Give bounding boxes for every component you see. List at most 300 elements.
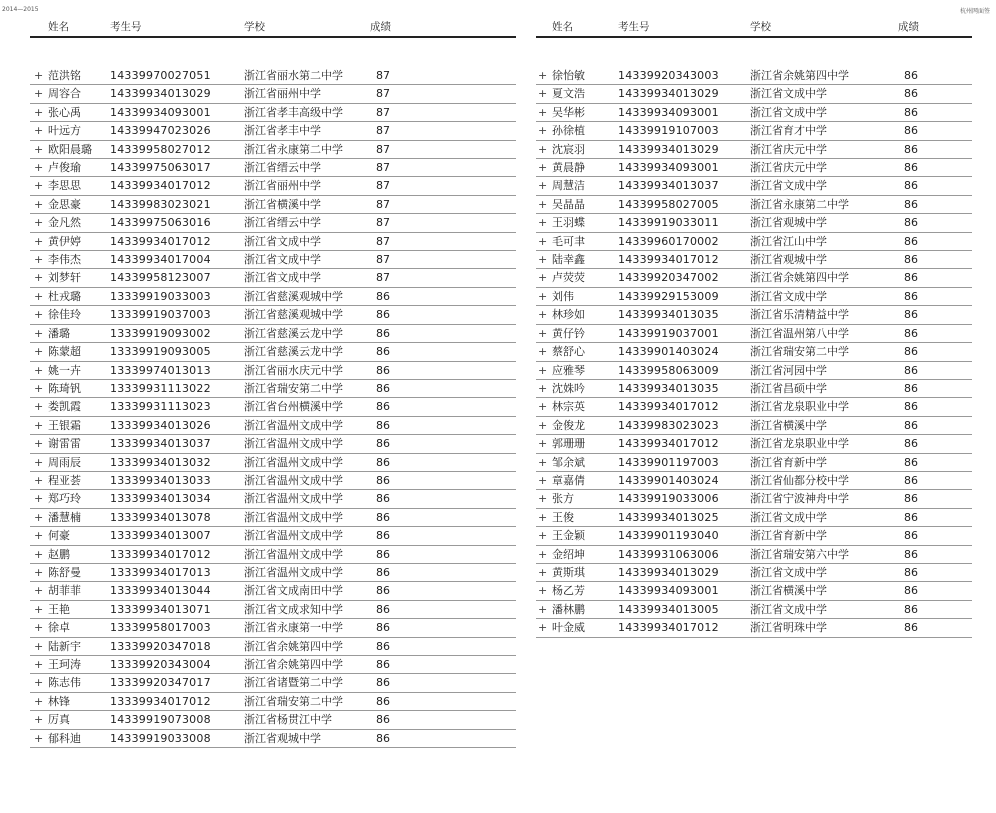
expand-plus-icon[interactable]: + [34, 326, 44, 340]
student-name: 邹余斌 [552, 455, 585, 469]
school-name: 浙江省横溪中学 [750, 584, 827, 598]
student-name: 吴华彬 [552, 105, 585, 119]
school-name: 浙江省文成中学 [750, 289, 827, 303]
school-name: 浙江省文成中学 [750, 105, 827, 119]
school-name: 浙江省文成中学 [750, 179, 827, 193]
student-name: 郭珊珊 [552, 437, 585, 451]
student-name: 刘梦轩 [48, 271, 81, 285]
school-name: 浙江省孝丰高级中学 [244, 105, 343, 119]
school-name: 浙江省永康第二中学 [244, 142, 343, 156]
school-name: 浙江省文成中学 [750, 602, 827, 616]
expand-plus-icon[interactable]: + [538, 326, 548, 340]
table-row [30, 601, 516, 619]
student-name: 陈舒曼 [48, 565, 81, 579]
student-name: 叶金威 [552, 621, 585, 635]
school-name: 浙江省温州文成中学 [244, 529, 343, 543]
exam-number: 14339970027051 [110, 69, 211, 82]
table-row [536, 251, 972, 269]
school-name: 浙江省丽水庆元中学 [244, 363, 343, 377]
score-value: 86 [904, 492, 918, 506]
school-name: 浙江省龙泉职业中学 [750, 400, 849, 414]
student-name: 叶远方 [48, 124, 81, 138]
expand-plus-icon[interactable]: + [34, 69, 44, 82]
table-row [30, 306, 516, 324]
school-name: 浙江省余姚第四中学 [244, 639, 343, 653]
school-name: 浙江省温州文成中学 [244, 437, 343, 451]
exam-number: 14339934093001 [110, 105, 211, 119]
expand-plus-icon[interactable]: + [538, 363, 548, 377]
table-row [536, 325, 972, 343]
score-value: 87 [376, 69, 390, 82]
exam-number: 14339929153009 [618, 289, 719, 303]
score-value: 87 [376, 216, 390, 230]
school-name: 浙江省缙云中学 [244, 216, 321, 230]
column-header-name: 姓名 [552, 21, 573, 33]
score-value: 86 [376, 694, 390, 708]
school-name: 浙江省瑞安第二中学 [244, 381, 343, 395]
right-table-body [536, 67, 972, 638]
school-name: 浙江省余姚第四中学 [750, 69, 849, 82]
table-row [30, 490, 516, 508]
student-name: 张方 [552, 492, 574, 506]
exam-number: 14339934017012 [618, 437, 719, 451]
exam-number: 13339920343004 [110, 658, 211, 671]
school-name: 浙江省观城中学 [750, 253, 827, 267]
score-value: 86 [904, 621, 918, 635]
expand-plus-icon[interactable]: + [538, 289, 548, 303]
table-row [30, 196, 516, 214]
exam-number: 13339934013026 [110, 418, 211, 432]
exam-number: 14339934013005 [618, 602, 719, 616]
expand-plus-icon[interactable]: + [538, 253, 548, 267]
score-value: 86 [376, 308, 390, 322]
table-row [536, 582, 972, 600]
column-header-school: 学校 [244, 21, 265, 33]
table-row [536, 177, 972, 195]
expand-plus-icon[interactable]: + [538, 87, 548, 101]
exam-number: 13339934017013 [110, 565, 211, 579]
school-name: 浙江省龙泉职业中学 [750, 437, 849, 451]
score-value: 87 [376, 105, 390, 119]
exam-number: 14339934013029 [618, 142, 719, 156]
exam-number: 14339931063006 [618, 547, 719, 561]
table-row [536, 288, 972, 306]
score-value: 87 [376, 161, 390, 175]
student-name: 潘慧楠 [48, 510, 81, 524]
expand-plus-icon[interactable]: + [34, 565, 44, 579]
table-row [30, 730, 516, 748]
right-table [536, 18, 972, 638]
school-name: 浙江省庆元中学 [750, 161, 827, 175]
school-name: 浙江省育新中学 [750, 455, 827, 469]
exam-number: 14339947023026 [110, 124, 211, 138]
exam-number: 13339934013044 [110, 584, 211, 598]
exam-number: 14339934013035 [618, 308, 719, 322]
exam-number: 14339958027005 [618, 197, 719, 211]
table-row [30, 509, 516, 527]
student-name: 李伟杰 [48, 253, 81, 267]
expand-plus-icon[interactable]: + [34, 253, 44, 267]
exam-number: 14339919033011 [618, 216, 719, 230]
exam-number: 14339901197003 [618, 455, 719, 469]
exam-number: 13339934013071 [110, 602, 211, 616]
expand-plus-icon[interactable]: + [538, 197, 548, 211]
school-name: 浙江省慈溪云龙中学 [244, 326, 343, 340]
expand-plus-icon[interactable]: + [34, 234, 44, 248]
exam-number: 14339934013037 [618, 179, 719, 193]
school-name: 浙江省永康第二中学 [750, 197, 849, 211]
table-row [30, 564, 516, 582]
exam-number: 13339934013007 [110, 529, 211, 543]
exam-number: 14339919073008 [110, 713, 211, 727]
year-label: 2014—2015 [2, 6, 39, 13]
expand-plus-icon[interactable]: + [34, 473, 44, 487]
expand-plus-icon[interactable]: + [34, 437, 44, 451]
exam-number: 14339901193040 [618, 529, 719, 543]
student-name: 周容合 [48, 87, 81, 101]
expand-plus-icon[interactable]: + [34, 694, 44, 708]
table-row [30, 656, 516, 674]
expand-plus-icon[interactable]: + [538, 161, 548, 175]
student-name: 夏文浩 [552, 87, 585, 101]
score-value: 86 [904, 87, 918, 101]
exam-number: 14339934013035 [618, 381, 719, 395]
score-value: 86 [376, 676, 390, 690]
table-row [536, 527, 972, 545]
school-name: 浙江省横溪中学 [244, 197, 321, 211]
expand-plus-icon[interactable]: + [34, 216, 44, 230]
column-header-id: 考生号 [110, 21, 142, 33]
expand-plus-icon[interactable]: + [34, 658, 44, 671]
exam-number: 14339934017012 [110, 179, 211, 193]
score-value: 86 [904, 529, 918, 543]
expand-plus-icon[interactable]: + [34, 510, 44, 524]
table-row [536, 306, 972, 324]
student-name: 金凡然 [48, 216, 81, 230]
expand-plus-icon[interactable]: + [34, 345, 44, 359]
student-name: 张心禹 [48, 105, 81, 119]
table-row [30, 435, 516, 453]
expand-plus-icon[interactable]: + [34, 179, 44, 193]
student-name: 孙徐植 [552, 124, 585, 138]
expand-plus-icon[interactable]: + [34, 602, 44, 616]
score-value: 87 [376, 197, 390, 211]
student-name: 吴晶晶 [552, 197, 585, 211]
student-name: 胡菲菲 [48, 584, 81, 598]
score-value: 86 [376, 363, 390, 377]
student-name: 郁科迪 [48, 731, 81, 745]
student-name: 黄伊婷 [48, 234, 81, 248]
student-name: 谢雷雷 [48, 437, 81, 451]
student-name: 林珍如 [552, 308, 585, 322]
school-name: 浙江省江山中学 [750, 234, 827, 248]
expand-plus-icon[interactable]: + [34, 124, 44, 138]
expand-plus-icon[interactable]: + [538, 547, 548, 561]
table-row [30, 582, 516, 600]
expand-plus-icon[interactable]: + [538, 584, 548, 598]
exam-number: 14339934013025 [618, 510, 719, 524]
expand-plus-icon[interactable]: + [538, 602, 548, 616]
expand-plus-icon[interactable]: + [538, 69, 548, 82]
score-value: 86 [376, 529, 390, 543]
score-value: 86 [376, 381, 390, 395]
expand-plus-icon[interactable]: + [538, 345, 548, 359]
score-value: 86 [904, 565, 918, 579]
table-row [536, 269, 972, 287]
score-value: 86 [376, 289, 390, 303]
student-name: 郑巧玲 [48, 492, 81, 506]
student-name: 林锋 [48, 694, 70, 708]
expand-plus-icon[interactable]: + [34, 584, 44, 598]
school-name: 浙江省庆元中学 [750, 142, 827, 156]
score-value: 86 [904, 418, 918, 432]
table-row [30, 159, 516, 177]
table-row [536, 472, 972, 490]
school-name: 浙江省文成中学 [750, 510, 827, 524]
student-name: 陈琦钒 [48, 381, 81, 395]
school-name: 浙江省乐清精益中学 [750, 308, 849, 322]
expand-plus-icon[interactable]: + [34, 400, 44, 414]
expand-plus-icon[interactable]: + [538, 216, 548, 230]
expand-plus-icon[interactable]: + [34, 639, 44, 653]
expand-plus-icon[interactable]: + [34, 713, 44, 727]
school-name: 浙江省瑞安第六中学 [750, 547, 849, 561]
score-value: 86 [376, 565, 390, 579]
table-row [30, 693, 516, 711]
score-value: 86 [376, 473, 390, 487]
exam-number: 13339934013033 [110, 473, 211, 487]
table-row [30, 343, 516, 361]
school-name: 浙江省昌硕中学 [750, 381, 827, 395]
table-row [536, 233, 972, 251]
student-name: 潘璐 [48, 326, 70, 340]
table-row [30, 527, 516, 545]
expand-plus-icon[interactable]: + [538, 529, 548, 543]
student-name: 刘伟 [552, 289, 574, 303]
school-name: 浙江省育新中学 [750, 529, 827, 543]
score-value: 86 [376, 584, 390, 598]
expand-plus-icon[interactable]: + [34, 105, 44, 119]
student-name: 厉真 [48, 713, 70, 727]
table-row [30, 398, 516, 416]
exam-number: 14339919033008 [110, 731, 211, 745]
exam-number: 13339931113022 [110, 381, 211, 395]
score-value: 87 [376, 87, 390, 101]
school-name: 浙江省观城中学 [750, 216, 827, 230]
expand-plus-icon[interactable]: + [34, 418, 44, 432]
expand-plus-icon[interactable]: + [34, 142, 44, 156]
exam-number: 14339960170002 [618, 234, 719, 248]
student-name: 何豪 [48, 529, 70, 543]
score-value: 86 [904, 308, 918, 322]
table-row [536, 546, 972, 564]
expand-plus-icon[interactable]: + [34, 363, 44, 377]
exam-number: 14339983023023 [618, 418, 719, 432]
exam-number: 14339934093001 [618, 161, 719, 175]
table-row [30, 546, 516, 564]
student-name: 赵鹏 [48, 547, 70, 561]
expand-plus-icon[interactable]: + [34, 621, 44, 635]
expand-plus-icon[interactable]: + [538, 565, 548, 579]
exam-number: 14339934017012 [618, 400, 719, 414]
table-row [536, 417, 972, 435]
school-name: 浙江省温州文成中学 [244, 565, 343, 579]
score-value: 86 [904, 179, 918, 193]
expand-plus-icon[interactable]: + [538, 510, 548, 524]
school-name: 浙江省温州文成中学 [244, 473, 343, 487]
column-header-score: 成绩 [898, 21, 919, 33]
expand-plus-icon[interactable]: + [538, 271, 548, 285]
score-value: 86 [904, 473, 918, 487]
student-name: 林宗英 [552, 400, 585, 414]
expand-plus-icon[interactable]: + [34, 731, 44, 745]
score-value: 86 [376, 326, 390, 340]
table-row [30, 711, 516, 729]
exam-number: 13339934013078 [110, 510, 211, 524]
score-value: 87 [376, 253, 390, 267]
school-name: 浙江省文成中学 [750, 565, 827, 579]
student-name: 范洪铭 [48, 69, 81, 82]
expand-plus-icon[interactable]: + [34, 289, 44, 303]
student-name: 王珂涛 [48, 658, 81, 671]
score-value: 86 [904, 602, 918, 616]
school-name: 浙江省文成中学 [244, 253, 321, 267]
expand-plus-icon[interactable]: + [538, 473, 548, 487]
score-value: 86 [376, 713, 390, 727]
expand-plus-icon[interactable]: + [34, 455, 44, 469]
table-row [536, 67, 972, 85]
student-name: 陆新宇 [48, 639, 81, 653]
expand-plus-icon[interactable]: + [538, 621, 548, 635]
score-value: 86 [376, 602, 390, 616]
score-value: 86 [376, 345, 390, 359]
school-name: 浙江省仙都分校中学 [750, 473, 849, 487]
expand-plus-icon[interactable]: + [538, 105, 548, 119]
left-table-header [30, 18, 516, 38]
expand-plus-icon[interactable]: + [538, 400, 548, 414]
student-name: 欧阳晨璐 [48, 142, 92, 156]
student-name: 徐卓 [48, 621, 70, 635]
student-name: 杨乙芳 [552, 584, 585, 598]
score-value: 86 [904, 234, 918, 248]
score-value: 86 [376, 510, 390, 524]
table-row [536, 85, 972, 103]
expand-plus-icon[interactable]: + [538, 418, 548, 432]
school-name: 浙江省文成中学 [244, 271, 321, 285]
exam-number: 13339934013032 [110, 455, 211, 469]
school-name: 浙江省温州文成中学 [244, 547, 343, 561]
exam-number: 14339919037001 [618, 326, 719, 340]
table-row [30, 288, 516, 306]
student-name: 周雨辰 [48, 455, 81, 469]
score-value: 86 [904, 381, 918, 395]
score-value: 86 [904, 161, 918, 175]
table-row [536, 490, 972, 508]
student-name: 黄仔钤 [552, 326, 585, 340]
score-value: 87 [376, 179, 390, 193]
school-name: 浙江省丽水第二中学 [244, 69, 343, 82]
school-name: 浙江省慈溪观城中学 [244, 289, 343, 303]
score-value: 86 [904, 455, 918, 469]
table-row [30, 619, 516, 637]
school-name: 浙江省温州文成中学 [244, 418, 343, 432]
school-name: 浙江省慈溪云龙中学 [244, 345, 343, 359]
table-row [30, 104, 516, 122]
score-value: 86 [376, 621, 390, 635]
expand-plus-icon[interactable]: + [34, 308, 44, 322]
expand-plus-icon[interactable]: + [538, 142, 548, 156]
expand-plus-icon[interactable]: + [34, 87, 44, 101]
student-name: 蔡舒心 [552, 345, 585, 359]
table-row [536, 196, 972, 214]
score-value: 86 [904, 326, 918, 340]
table-row [536, 509, 972, 527]
exam-number: 13339934013034 [110, 492, 211, 506]
expand-plus-icon[interactable]: + [34, 547, 44, 561]
expand-plus-icon[interactable]: + [34, 381, 44, 395]
score-value: 86 [376, 418, 390, 432]
exam-number: 14339934013029 [618, 565, 719, 579]
table-row [536, 122, 972, 140]
exam-number: 14339934093001 [618, 105, 719, 119]
expand-plus-icon[interactable]: + [34, 197, 44, 211]
student-name: 王银霜 [48, 418, 81, 432]
student-name: 沈姝吟 [552, 381, 585, 395]
expand-plus-icon[interactable]: + [34, 676, 44, 690]
left-table-body [30, 67, 516, 748]
student-name: 沈宸羽 [552, 142, 585, 156]
table-row [30, 417, 516, 435]
expand-plus-icon[interactable]: + [34, 529, 44, 543]
student-name: 陈志伟 [48, 676, 81, 690]
expand-plus-icon[interactable]: + [538, 124, 548, 138]
exam-number: 14339934017004 [110, 253, 211, 267]
source-label: 杭州网面签 [959, 8, 990, 15]
exam-number: 14339901403024 [618, 473, 719, 487]
exam-number: 14339901403024 [618, 345, 719, 359]
school-name: 浙江省丽州中学 [244, 179, 321, 193]
column-header-school: 学校 [750, 21, 771, 33]
expand-plus-icon[interactable]: + [538, 455, 548, 469]
school-name: 浙江省杨贯江中学 [244, 713, 332, 727]
exam-number: 13339920347018 [110, 639, 211, 653]
school-name: 浙江省永康第一中学 [244, 621, 343, 635]
expand-plus-icon[interactable]: + [538, 308, 548, 322]
expand-plus-icon[interactable]: + [34, 271, 44, 285]
expand-plus-icon[interactable]: + [538, 437, 548, 451]
expand-plus-icon[interactable]: + [34, 161, 44, 175]
exam-number: 14339934017012 [110, 234, 211, 248]
score-value: 86 [376, 639, 390, 653]
exam-number: 14339919033006 [618, 492, 719, 506]
expand-plus-icon[interactable]: + [34, 492, 44, 506]
score-value: 86 [904, 197, 918, 211]
exam-number: 14339920347002 [618, 271, 719, 285]
score-value: 87 [376, 124, 390, 138]
expand-plus-icon[interactable]: + [538, 179, 548, 193]
school-name: 浙江省观城中学 [244, 731, 321, 745]
table-row [30, 233, 516, 251]
expand-plus-icon[interactable]: + [538, 234, 548, 248]
exam-number: 14339920343003 [618, 69, 719, 82]
exam-number: 14339983023021 [110, 197, 211, 211]
exam-number: 14339958027012 [110, 142, 211, 156]
score-value: 86 [904, 363, 918, 377]
table-row [30, 472, 516, 490]
expand-plus-icon[interactable]: + [538, 492, 548, 506]
expand-plus-icon[interactable]: + [538, 381, 548, 395]
student-name: 娄凯霞 [48, 400, 81, 414]
